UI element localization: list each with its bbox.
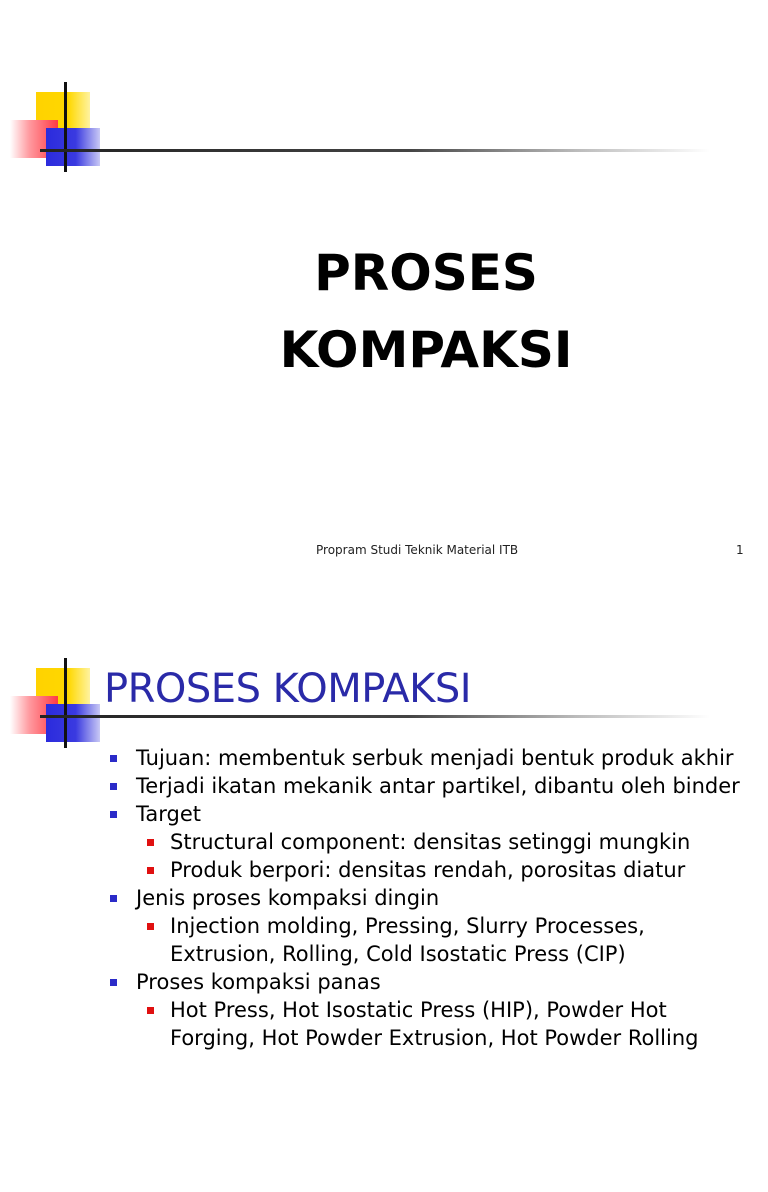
slide-title-line-2: KOMPAKSI: [279, 321, 573, 379]
slide-logo-graphic: [0, 80, 110, 180]
bullet-text: Proses kompaksi panas: [136, 970, 381, 994]
sub-bullet-item: [104, 912, 754, 968]
slide-footer: Propram Studi Teknik Material ITB: [316, 543, 519, 557]
title-rule: [40, 149, 710, 152]
square-bullet-icon: [147, 867, 154, 874]
bullet-text: Target: [136, 802, 201, 826]
bullet-text: Structural component: densitas setinggi mungkin: [170, 830, 691, 854]
title-rule: [40, 715, 710, 718]
bullet-item: [104, 772, 754, 800]
bullet-list: [104, 744, 754, 1052]
sub-bullet-item: [104, 828, 754, 856]
slide-title: PROSES KOMPAKSI: [104, 666, 472, 712]
bullet-item: [104, 884, 754, 912]
square-bullet-icon: [110, 895, 117, 902]
bullet-text: Terjadi ikatan mekanik antar partikel, dibantu oleh binder: [136, 774, 740, 798]
bullet-text: Jenis proses kompaksi dingin: [136, 886, 440, 910]
square-bullet-icon: [110, 811, 117, 818]
bullet-item: [104, 800, 754, 828]
square-bullet-icon: [110, 783, 117, 790]
bullet-text-continuation: Forging, Hot Powder Extrusion, Hot Powder Rolling: [170, 1026, 699, 1050]
bullet-text: Hot Press, Hot Isostatic Press (HIP), Powder Hot: [170, 998, 667, 1022]
sub-bullet-item: [104, 856, 754, 884]
logo-blue-square: [46, 128, 100, 166]
square-bullet-icon: [147, 923, 154, 930]
square-bullet-icon: [147, 839, 154, 846]
bullet-text: Injection molding, Pressing, Slurry Processes,: [170, 914, 645, 938]
sub-bullet-item: [104, 996, 754, 1052]
bullet-item: [104, 968, 754, 996]
slide-title-line-1: PROSES: [314, 244, 538, 302]
slide-logo-graphic: [0, 656, 110, 756]
bullet-text: Produk berpori: densitas rendah, porositas diatur: [170, 858, 686, 882]
logo-vertical-line: [64, 658, 67, 748]
bullet-text: Tujuan: membentuk serbuk menjadi bentuk produk akhir: [136, 746, 734, 770]
square-bullet-icon: [147, 1007, 154, 1014]
logo-vertical-line: [64, 82, 67, 172]
square-bullet-icon: [110, 755, 117, 762]
page-number: 1: [736, 543, 744, 557]
bullet-item: [104, 744, 754, 772]
slide-2: [0, 616, 768, 1192]
bullet-text-continuation: Extrusion, Rolling, Cold Isostatic Press (CIP): [170, 942, 626, 966]
logo-blue-square: [46, 704, 100, 742]
square-bullet-icon: [110, 979, 117, 986]
slide-1: [0, 0, 768, 576]
